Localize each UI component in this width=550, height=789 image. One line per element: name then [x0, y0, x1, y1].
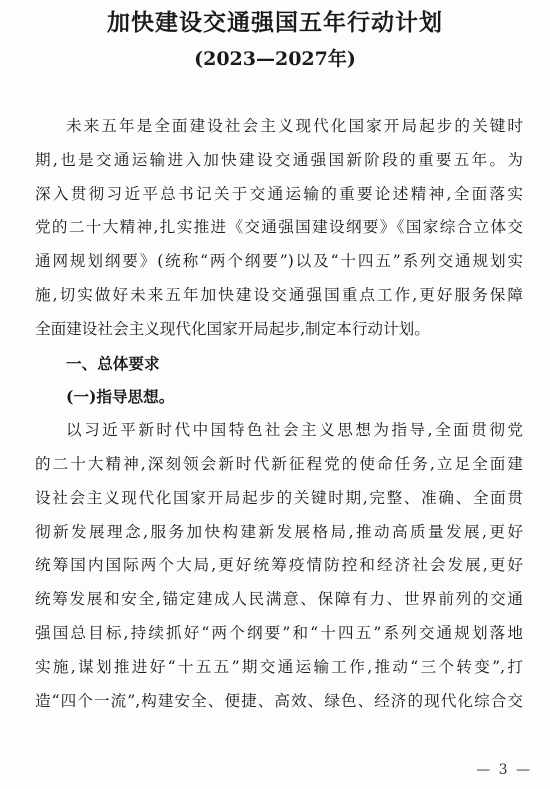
paragraph-line: 全面建设社会主义现代化国家开局起步,制定本行动计划。: [35, 319, 430, 338]
subsection-heading: (一)指导思想。: [66, 387, 175, 407]
paragraph-line: 造“四个一流”,构建安全、便捷、高效、绿色、经济的现代化综合交: [35, 691, 523, 710]
document-body: [35, 110, 523, 718]
paragraph-line: 彻新发展理念,服务加快构建新发展格局,推动高质量发展,更好: [35, 522, 523, 541]
paragraph-line: 统筹国内国际两个大局,更好统筹疫情防控和经济社会发展,更好: [35, 556, 523, 575]
paragraph-line: 未来五年是全面建设社会主义现代化国家开局起步的关键时: [66, 117, 523, 135]
document-title: 加快建设交通强国五年行动计划: [107, 9, 443, 36]
paragraph-line: 深入贯彻习近平总书记关于交通运输的重要论述精神,全面落实: [35, 184, 523, 203]
paragraph-line: 统筹发展和安全,锚定建成人民满意、保障有力、世界前列的交通: [35, 590, 523, 609]
section-heading: 一、总体要求: [66, 353, 160, 373]
paragraph-line: 实施,谋划推进好“十五五”期交通运输工作,推动“三个转变”,打: [35, 657, 523, 676]
paragraph-line: 期,也是交通运输进入加快建设交通强国新阶段的重要五年。为: [35, 150, 523, 169]
paragraph-line: 党的二十大精神,扎实推进《交通强国建设纲要》《国家综合立体交: [35, 218, 523, 237]
paragraph-line: 设社会主义现代化国家开局起步的关键时期,完整、准确、全面贯: [35, 488, 523, 507]
paragraph-line: 通网规划纲要》(统称“两个纲要”)以及“十四五”系列交通规划实: [35, 252, 523, 271]
paragraph-line: 以习近平新时代中国特色社会主义思想为指导,全面贯彻党: [66, 421, 523, 440]
paragraph-line: 施,切实做好未来五年加快建设交通强国重点工作,更好服务保障: [35, 285, 523, 304]
page-number: — 3 —: [476, 762, 532, 778]
paragraph-line: 强国总目标,持续抓好“两个纲要”和“十四五”系列交通规划落地: [35, 623, 523, 642]
document-subtitle: (2023—2027年): [194, 48, 356, 70]
paragraph-line: 的二十大精神,深刻领会新时代新征程党的使命任务,立足全面建: [35, 454, 523, 473]
